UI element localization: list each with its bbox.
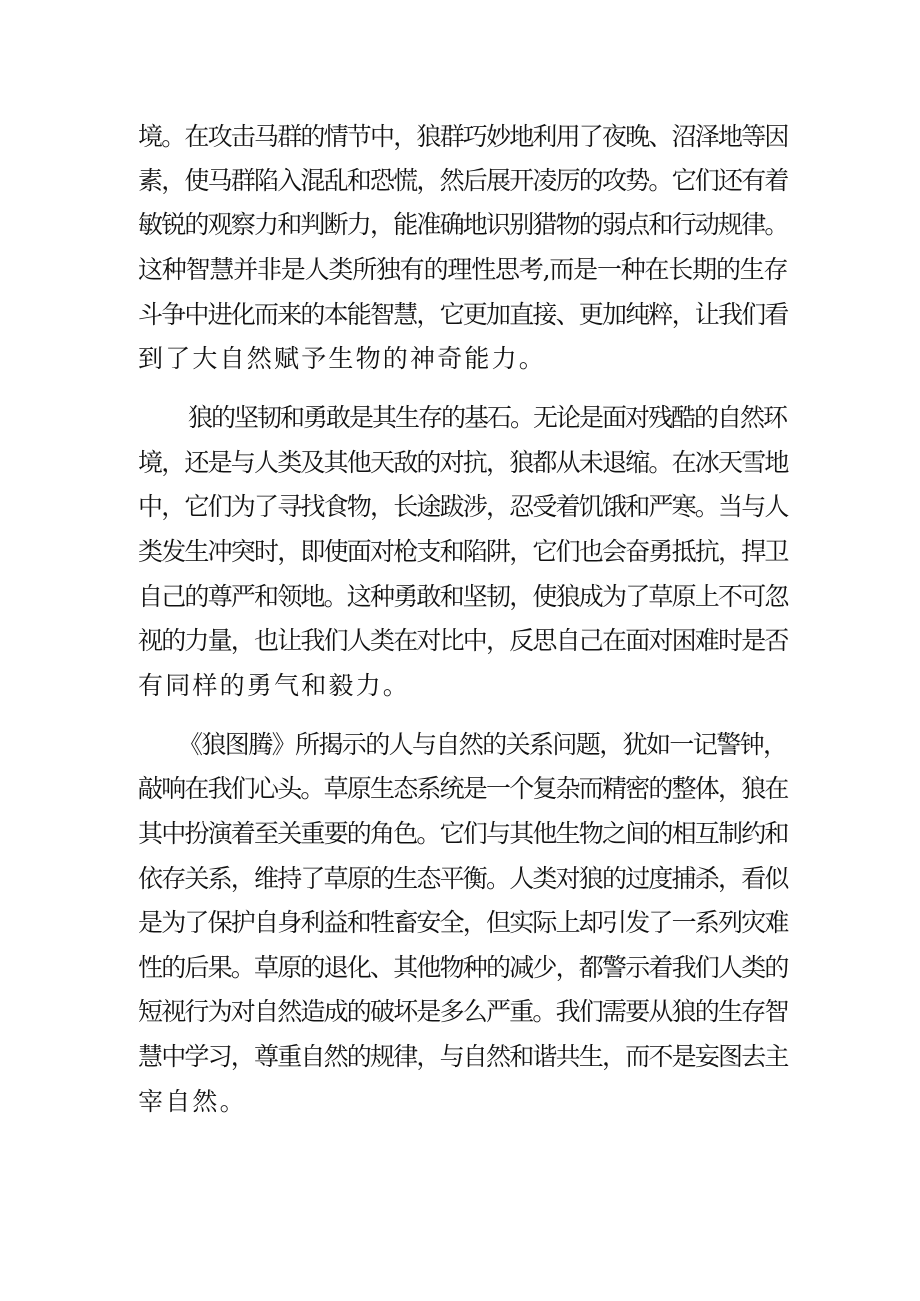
paragraph-3-line-7: 短视行为对自然造成的破坏是多么严重。我们需要从狼的生存智 bbox=[138, 997, 788, 1026]
paragraph-3-line-4: 依存关系，维持了草原的生态平衡。人类对狼的过度捕杀，看似 bbox=[138, 864, 788, 893]
paragraph-3-line-9: 宰自然。 bbox=[138, 1087, 247, 1116]
paragraph-3-line-2: 敲响在我们心头。草原生态系统是一个复杂而精密的整体，狼在 bbox=[138, 774, 788, 803]
paragraph-1-line-1: 境。在攻击马群的情节中，狼群巧妙地利用了夜晚、沼泽地等因 bbox=[138, 122, 788, 151]
paragraph-1-line-2: 素，使马群陷入混乱和恐慌，然后展开凌厉的攻势。它们还有着 bbox=[138, 166, 788, 195]
paragraph-1-line-3: 敏锐的观察力和判断力，能准确地识别猎物的弱点和行动规律。 bbox=[138, 210, 788, 239]
paragraph-3-line-5: 是为了保护自身利益和牲畜安全，但实际上却引发了一系列灾难 bbox=[138, 908, 788, 937]
paragraph-2-line-7: 有同样的勇气和毅力。 bbox=[138, 671, 411, 700]
paragraph-3-line-8: 慧中学习，尊重自然的规律，与自然和谐共生，而不是妄图去主 bbox=[138, 1042, 788, 1071]
paragraph-3-line-1: 《狼图腾》所揭示的人与自然的关系问题，犹如一记警钟， bbox=[178, 730, 787, 759]
paragraph-3-line-3: 其中扮演着至关重要的角色。它们与其他生物之间的相互制约和 bbox=[138, 819, 788, 848]
paragraph-2-line-4: 类发生冲突时，即使面对枪支和陷阱，它们也会奋勇抵抗，捍卫 bbox=[138, 537, 788, 566]
paragraph-2-line-6: 视的力量，也让我们人类在对比中，反思自己在面对困难时是否 bbox=[138, 626, 788, 655]
paragraph-2-line-3: 中，它们为了寻找食物，长途跋涉，忍受着饥饿和严寒。当与人 bbox=[138, 492, 788, 521]
paragraph-1-line-5: 斗争中进化而来的本能智慧，它更加直接、更加纯粹，让我们看 bbox=[138, 300, 788, 329]
paragraph-1-line-6: 到了大自然赋予生物的神奇能力。 bbox=[138, 344, 547, 373]
paragraph-2-line-5: 自己的尊严和领地。这种勇敢和坚韧，使狼成为了草原上不可忽 bbox=[138, 582, 788, 611]
paragraph-3-line-6: 性的后果。草原的退化、其他物种的减少，都警示着我们人类的 bbox=[138, 953, 788, 982]
paragraph-2-line-2: 境，还是与人类及其他天敌的对抗，狼都从未退缩。在冰天雪地 bbox=[138, 448, 788, 477]
paragraph-2-line-1: 狼的坚韧和勇敢是其生存的基石。无论是面对残酷的自然环 bbox=[188, 403, 787, 432]
paragraph-1-line-4: 这种智慧并非是人类所独有的理性思考,而是一种在长期的生存 bbox=[138, 255, 788, 284]
